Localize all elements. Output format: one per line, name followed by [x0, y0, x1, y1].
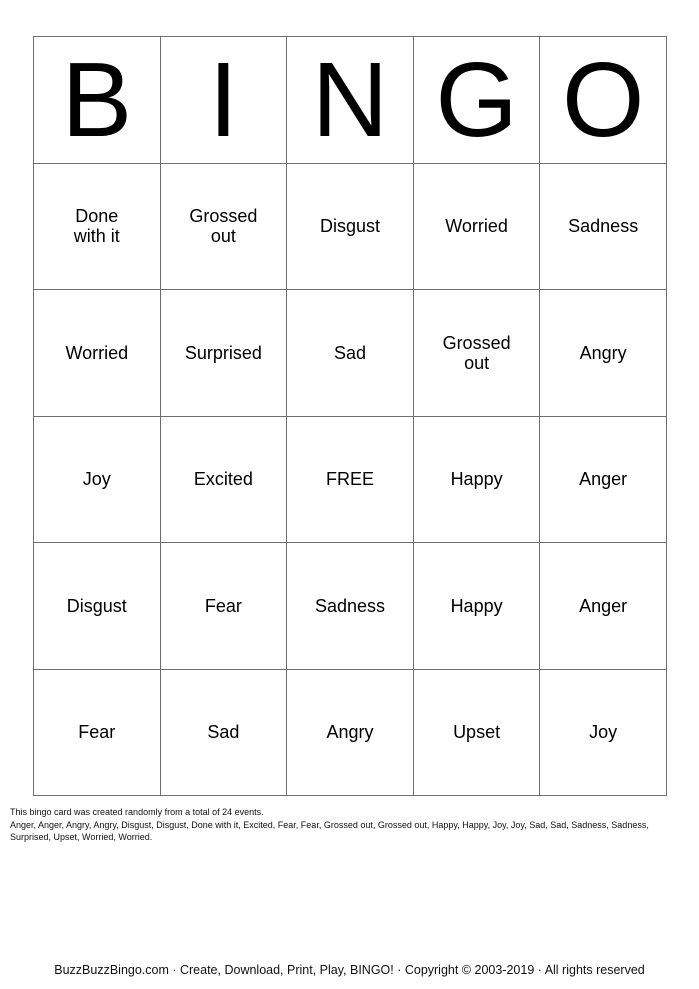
event-count-summary: This bingo card was created randomly from a total of 24 events.	[10, 807, 264, 817]
card-cell: Joy	[34, 416, 161, 543]
card-cell: Sad	[287, 290, 414, 417]
card-cell: Joy	[540, 669, 667, 796]
card-cell: Upset	[413, 669, 540, 796]
header-letter-b: B	[34, 37, 161, 164]
card-cell: Grossed out	[160, 163, 287, 290]
card-cell: Done with it	[34, 163, 161, 290]
card-cell: Sadness	[287, 543, 414, 670]
card-info	[10, 806, 690, 844]
header-letter-g: G	[413, 37, 540, 164]
event-list: Anger, Anger, Angry, Angry, Disgust, Disgust, Done with it, Excited, Fear, Fear, Grossed out, Grossed out, Happy, Happy, Joy, Joy, Sad, Sad, Sadness, Sadness, Surprised, Upset, Worried, Worried.	[10, 819, 649, 842]
card-cell: Surprised	[160, 290, 287, 417]
card-cell: Angry	[287, 669, 414, 796]
card-cell: Angry	[540, 290, 667, 417]
card-cell: Anger	[540, 416, 667, 543]
header-row	[34, 37, 667, 164]
card-cell: Disgust	[34, 543, 161, 670]
card-row	[34, 163, 667, 290]
card-cell: Excited	[160, 416, 287, 543]
card-cell: Happy	[413, 416, 540, 543]
card-cell: Sadness	[540, 163, 667, 290]
card-row	[34, 669, 667, 796]
bingo-card	[33, 36, 667, 796]
free-space-cell: FREE	[287, 416, 414, 543]
header-letter-i: I	[160, 37, 287, 164]
card-cell: Fear	[160, 543, 287, 670]
header-letter-n: N	[287, 37, 414, 164]
card-row	[34, 290, 667, 417]
page-footer: BuzzBuzzBingo.com · Create, Download, Print, Play, BINGO! · Copyright © 2003-2019 · All rights reserved	[54, 963, 645, 977]
card-row	[34, 543, 667, 670]
card-cell: Fear	[34, 669, 161, 796]
card-cell: Disgust	[287, 163, 414, 290]
header-letter-o: O	[540, 37, 667, 164]
card-cell: Sad	[160, 669, 287, 796]
card-cell: Happy	[413, 543, 540, 670]
card-cell: Worried	[413, 163, 540, 290]
card-cell: Grossed out	[413, 290, 540, 417]
card-row	[34, 416, 667, 543]
card-cell: Anger	[540, 543, 667, 670]
card-cell: Worried	[34, 290, 161, 417]
